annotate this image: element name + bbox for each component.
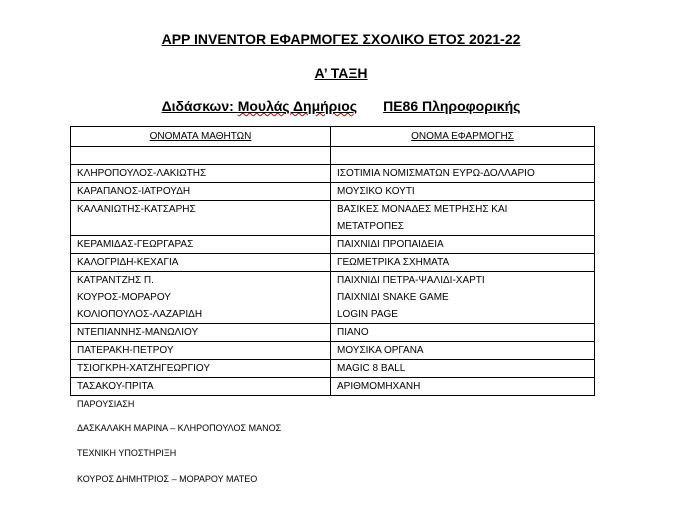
app-name-text: ΠΙΑΝΟ <box>337 327 369 338</box>
app-name-text: ΑΡΙΘΜΟΜΗΧΑΝΗ <box>337 381 421 392</box>
student-name-text: ΚΑΛΟΓΡΙΔΗ-ΚΕΧΑΓΙΑ <box>77 257 179 268</box>
table-row <box>71 360 595 378</box>
teacher-label: Διδάσκων: <box>161 98 238 114</box>
teacher-specialty: ΠΕ86 Πληροφορικής <box>383 98 521 114</box>
document-title: APP INVENTOR ΕΦΑΡΜΟΓΕΣ ΣΧΟΛΙΚΟ ΕΤΟΣ 2021-22 <box>161 31 521 47</box>
app-name-text: LOGIN PAGE <box>337 309 398 320</box>
app-name-text: ΠΑΙΧΝΙΔΙ ΠΡΟΠΑΙΔΕΙΑ <box>337 239 444 250</box>
student-name-text: ΠΑΤΕΡΑΚΗ-ΠΕΤΡΟΥ <box>77 345 174 356</box>
student-name-text: ΚΕΡΑΜΙΔΑΣ-ΓΕΩΡΓΑΡΑΣ <box>77 239 194 250</box>
table-row <box>71 324 595 342</box>
app-name-text: MAGIC 8 BALL <box>337 363 406 374</box>
student-name-text: ΚΑΤΡΑΝΤΖΗΣ Π. <box>77 275 154 286</box>
app-name-cell <box>331 342 595 360</box>
student-names-cell <box>71 324 331 342</box>
app-name-cell <box>331 254 595 272</box>
app-name-cell <box>331 324 595 342</box>
student-name-text <box>77 147 330 164</box>
students-apps-table <box>70 126 595 396</box>
table-row <box>71 165 595 183</box>
column-header-students: ΟΝΟΜΑΤΑ ΜΑΘΗΤΩΝ <box>71 127 331 147</box>
app-name-text: ΒΑΣΙΚΕΣ ΜΟΝΑΔΕΣ ΜΕΤΡΗΣΗΣ ΚΑΙ <box>337 204 508 215</box>
app-name-cell <box>331 360 595 378</box>
student-name-text: ΚΑΛΑΝΙΩΤΗΣ-ΚΑΤΣΑΡΗΣ <box>77 204 196 215</box>
app-name-cell <box>331 165 595 183</box>
teacher-line <box>0 97 682 115</box>
app-name-cell <box>331 147 595 165</box>
app-name-text: ΠΑΙΧΝΙΔΙ SNAKE GAME <box>337 292 449 303</box>
table-row <box>71 272 595 324</box>
app-name-text: ΜΟΥΣΙΚΟ ΚΟΥΤΙ <box>337 186 415 197</box>
student-name-text: ΚΟΥΡΟΣ-ΜΟΡΑΡΟΥ <box>77 292 171 303</box>
table-row <box>71 201 595 236</box>
app-name-text: ΙΣΟΤΙΜΙΑ ΝΟΜΙΣΜΑΤΩΝ ΕΥΡΩ-ΔΟΛΛΑΡΙΟ <box>337 168 535 179</box>
app-name-text: ΓΕΩΜΕΤΡΙΚΑ ΣΧΗΜΑΤΑ <box>337 257 450 268</box>
table-row <box>71 342 595 360</box>
table-body <box>71 147 595 396</box>
teacher-name: Μουλάς Δημήριος <box>237 98 358 114</box>
student-name-text: ΤΣΙΟΓΚΡΗ-ΧΑΤΖΗΓΕΩΡΓΙΟΥ <box>77 363 211 374</box>
presentation-names: ΔΑΣΚΑΛΑΚΗ ΜΑΡΙΝΑ – ΚΛΗΡΟΠΟΥΛΟΣ ΜΑΝΟΣ <box>77 423 282 433</box>
table-row <box>71 147 595 165</box>
tech-support-names: ΚΟΥΡΟΣ ΔΗΜΗΤΡΙΟΣ – ΜΟΡΑΡΟΥ ΜΑΤΕΟ <box>77 474 258 484</box>
student-names-cell <box>71 201 331 236</box>
app-name-text: ΜΕΤΑΤΡΟΠΕΣ <box>337 221 404 232</box>
class-label: Α’ ΤΑΞΗ <box>314 65 368 81</box>
table-header-row <box>71 127 595 147</box>
student-name-text: ΚΟΛΙΟΠΟΥΛΟΣ-ΛΑΖΑΡΙΔΗ <box>77 309 203 320</box>
app-name-cell <box>331 272 595 324</box>
student-name-text: ΚΑΡΑΠΑΝΟΣ-ΙΑΤΡΟΥΔΗ <box>77 186 191 197</box>
table-row <box>71 183 595 201</box>
student-names-cell <box>71 342 331 360</box>
table-row <box>71 254 595 272</box>
app-name-cell <box>331 201 595 236</box>
student-name-text: ΝΤΕΠΙΑΝΝΗΣ-ΜΑΝΩΛΙΟΥ <box>77 327 199 338</box>
app-name-text: ΜΟΥΣΙΚΑ ΟΡΓΑΝΑ <box>337 345 424 356</box>
student-names-cell <box>71 236 331 254</box>
student-names-cell <box>71 147 331 165</box>
student-names-cell <box>71 183 331 201</box>
column-header-app: ΟΝΟΜΑ ΕΦΑΡΜΟΓΗΣ <box>331 127 595 147</box>
app-name-cell <box>331 183 595 201</box>
tech-support-label: ΤΕΧΝΙΚΗ ΥΠΟΣΤΗΡΙΞΗ <box>77 448 177 458</box>
student-names-cell <box>71 378 331 396</box>
app-name-text <box>337 147 594 164</box>
app-name-text: ΠΑΙΧΝΙΔΙ ΠΕΤΡΑ-ΨΑΛΙΔΙ-ΧΑΡΤΙ <box>337 275 485 286</box>
app-name-cell <box>331 236 595 254</box>
app-name-cell <box>331 378 595 396</box>
presentation-label: ΠΑΡΟΥΣΙΑΣΗ <box>77 399 135 409</box>
student-names-cell <box>71 165 331 183</box>
student-names-cell <box>71 272 331 324</box>
table-row <box>71 236 595 254</box>
table-row <box>71 378 595 396</box>
student-names-cell <box>71 360 331 378</box>
student-name-text: ΚΛΗΡΟΠΟΥΛΟΣ-ΛΑΚΙΩΤΗΣ <box>77 168 207 179</box>
student-name-text: ΤΑΣΑΚΟΥ-ΠΡΙΤΑ <box>77 381 154 392</box>
student-names-cell <box>71 254 331 272</box>
